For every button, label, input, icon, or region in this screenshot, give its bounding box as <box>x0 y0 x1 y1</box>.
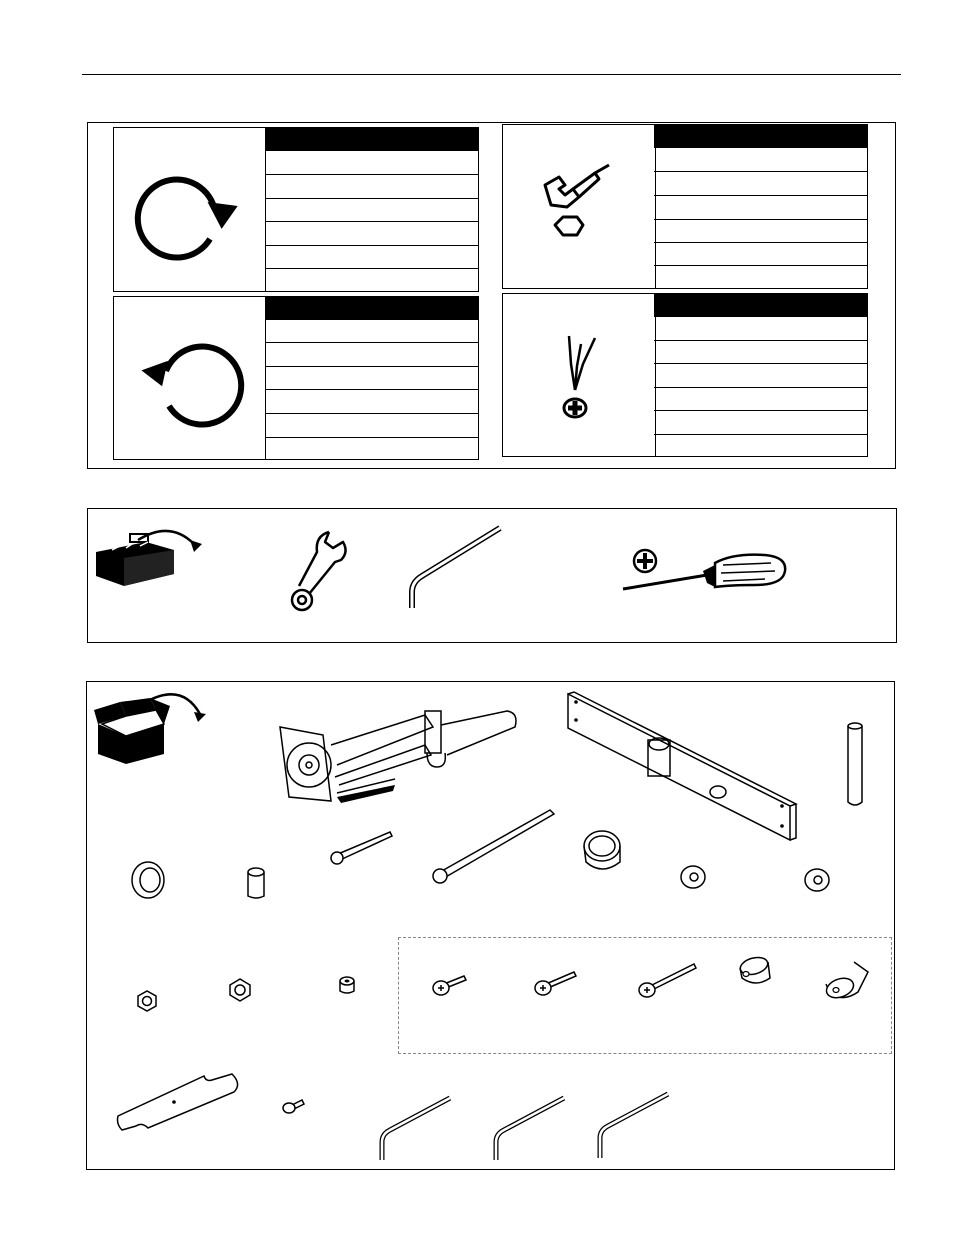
legend-phillips <box>502 293 868 457</box>
ring-cap <box>580 826 624 876</box>
header-rule <box>82 74 901 75</box>
legend-row <box>654 316 867 340</box>
wrench-icon <box>285 520 355 620</box>
hex-key-a <box>376 1094 456 1164</box>
legend-table-header <box>654 125 867 147</box>
legend-row <box>654 195 867 219</box>
long-bolt <box>430 806 560 886</box>
legend-row <box>265 174 478 198</box>
hex-key-icon <box>400 522 510 612</box>
phillips-screwdriver-icon <box>503 294 655 458</box>
legend-row <box>654 340 867 363</box>
legend-row <box>654 147 867 171</box>
legend-row <box>654 171 867 195</box>
legend-row <box>265 268 478 292</box>
legend-table-header <box>654 294 867 316</box>
legend-table <box>265 297 478 459</box>
legend-row <box>265 342 478 366</box>
legend-row <box>265 245 478 268</box>
post <box>843 720 867 810</box>
legend-icon-cell <box>114 297 266 459</box>
legend-row <box>265 389 478 413</box>
legend-table <box>654 294 867 456</box>
spacer-short <box>736 954 776 990</box>
phillips-screwdriver-icon <box>615 545 795 615</box>
spacer-long <box>822 958 874 1002</box>
legend-icon-cell <box>503 125 656 288</box>
screw-short <box>430 970 470 1002</box>
legend-row <box>654 363 867 387</box>
legend-row <box>265 437 478 460</box>
legend-row <box>265 366 478 389</box>
legend-row <box>654 410 867 434</box>
legend-row <box>265 221 478 245</box>
hex-key-c <box>594 1090 674 1160</box>
legend-icon-cell <box>114 128 266 291</box>
screw-long <box>636 960 700 1004</box>
legend-counterclockwise <box>113 296 479 460</box>
hex-key-b <box>490 1094 570 1164</box>
hex-nut-b <box>226 976 254 1004</box>
legend-row <box>265 150 478 174</box>
large-washer <box>128 858 168 902</box>
legend-icon-cell <box>503 294 656 456</box>
hex-nut-a <box>134 988 160 1014</box>
wall-rail <box>560 688 800 848</box>
open-box-icon <box>90 684 205 769</box>
legend-wrench-nut <box>502 124 868 289</box>
wrench-hex-nut-icon <box>503 125 655 290</box>
legend-table-header <box>265 297 478 319</box>
flat-washer-b <box>802 865 832 895</box>
monitor-arm-assembly <box>275 705 535 815</box>
legend-table <box>265 128 478 291</box>
legend-row <box>654 242 867 265</box>
toolbox-icon <box>90 512 200 602</box>
legend-table <box>654 125 867 288</box>
legend-row <box>265 198 478 221</box>
legend-row <box>654 265 867 289</box>
cable-clip-plate <box>114 1070 246 1134</box>
small-spacer <box>336 974 358 996</box>
spacer <box>244 866 268 902</box>
short-bolt <box>328 828 398 868</box>
counterclockwise-arrow-icon <box>114 297 265 461</box>
screw-medium <box>532 966 580 1000</box>
legend-row <box>654 387 867 410</box>
flat-washer-a <box>678 862 708 892</box>
small-screw <box>280 1096 308 1118</box>
legend-row <box>265 319 478 342</box>
legend-row <box>654 219 867 242</box>
legend-clockwise <box>113 127 479 292</box>
legend-row <box>654 434 867 457</box>
clockwise-arrow-icon <box>114 128 265 293</box>
legend-row <box>265 413 478 437</box>
legend-table-header <box>265 128 478 150</box>
